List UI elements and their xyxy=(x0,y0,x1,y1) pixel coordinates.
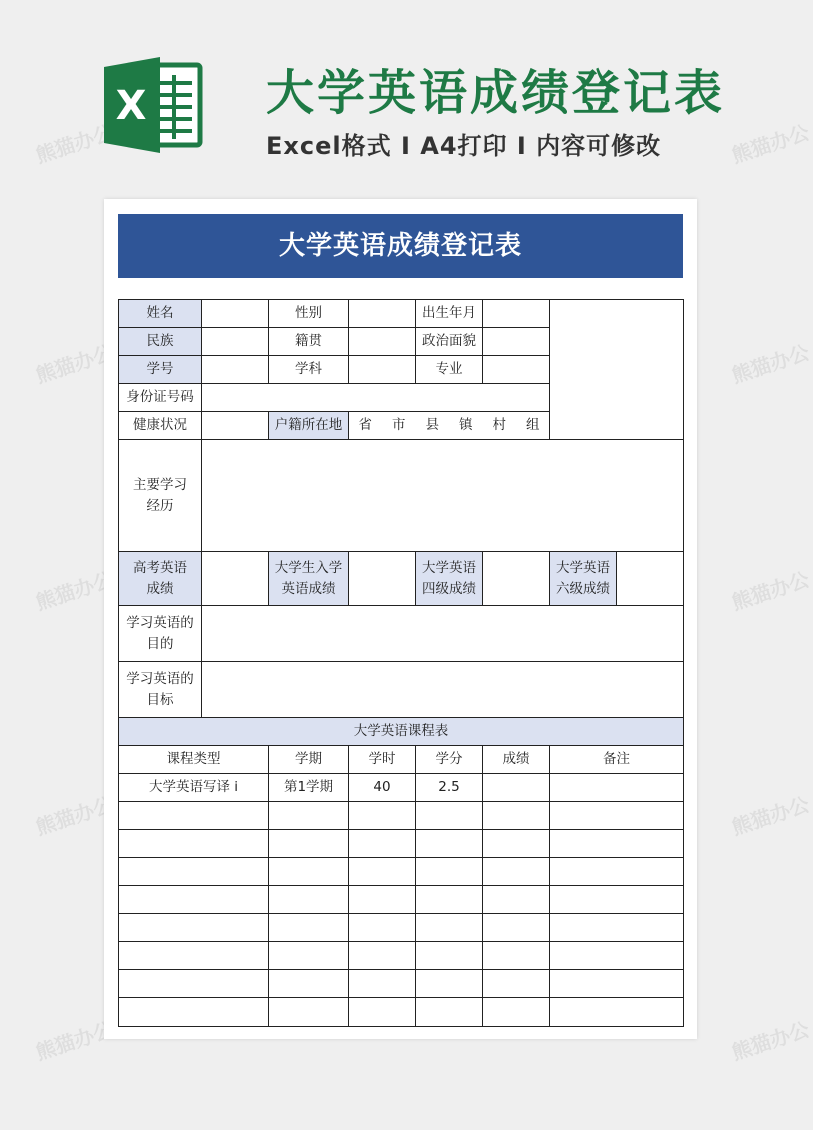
course-cell-hours[interactable] xyxy=(348,997,416,1027)
course-cell-term[interactable] xyxy=(268,885,349,914)
course-cell-credits[interactable] xyxy=(415,885,483,914)
course-cell-score[interactable] xyxy=(482,969,550,998)
course-cell-score[interactable] xyxy=(482,913,550,942)
col-header-remarks: 备注 xyxy=(549,745,684,774)
course-cell-term[interactable] xyxy=(268,829,349,858)
watermark: 熊猫办公 xyxy=(728,792,813,840)
ethnicity-label: 民族 xyxy=(118,327,202,356)
course-cell-course-type[interactable] xyxy=(118,969,269,998)
birth-field[interactable] xyxy=(482,299,550,328)
course-cell-course-type[interactable] xyxy=(118,997,269,1027)
health-label: 健康状况 xyxy=(118,411,202,440)
goal-label: 学习英语的目标 xyxy=(118,661,202,718)
name-label: 姓名 xyxy=(118,299,202,328)
gender-label: 性别 xyxy=(268,299,349,328)
hukou-word: 省 xyxy=(358,417,372,433)
course-cell-term[interactable] xyxy=(268,857,349,886)
course-cell-credits[interactable]: 2.5 xyxy=(415,773,483,802)
course-cell-score[interactable] xyxy=(482,773,550,802)
course-cell-hours[interactable] xyxy=(348,969,416,998)
course-cell-hours[interactable] xyxy=(348,829,416,858)
course-cell-term[interactable] xyxy=(268,801,349,830)
hero-subtitle: Excel格式 I A4打印 I 内容可修改 xyxy=(266,132,662,160)
course-cell-credits[interactable] xyxy=(415,801,483,830)
course-cell-course-type[interactable]: 大学英语写译 i xyxy=(118,773,269,802)
course-cell-term[interactable] xyxy=(268,941,349,970)
health-field[interactable] xyxy=(201,411,269,440)
gaokao-label: 高考英语成绩 xyxy=(118,551,202,606)
course-cell-hours[interactable] xyxy=(348,801,416,830)
native-place-label: 籍贯 xyxy=(268,327,349,356)
course-cell-hours[interactable] xyxy=(348,913,416,942)
entrance-label: 大学生入学英语成绩 xyxy=(268,551,349,606)
course-cell-score[interactable] xyxy=(482,941,550,970)
course-cell-remarks[interactable] xyxy=(549,913,684,942)
course-cell-course-type[interactable] xyxy=(118,885,269,914)
col-header-term: 学期 xyxy=(268,745,349,774)
course-cell-credits[interactable] xyxy=(415,829,483,858)
col-header-hours: 学时 xyxy=(348,745,416,774)
id-card-field[interactable] xyxy=(201,383,550,412)
cet6-label: 大学英语六级成绩 xyxy=(549,551,617,606)
course-cell-credits[interactable] xyxy=(415,941,483,970)
watermark: 熊猫办公 xyxy=(32,120,117,168)
course-cell-score[interactable] xyxy=(482,801,550,830)
course-cell-credits[interactable] xyxy=(415,997,483,1027)
course-cell-credits[interactable] xyxy=(415,969,483,998)
course-cell-remarks[interactable] xyxy=(549,885,684,914)
col-header-score: 成绩 xyxy=(482,745,550,774)
course-cell-credits[interactable] xyxy=(415,857,483,886)
photo-box[interactable] xyxy=(549,299,684,440)
course-cell-score[interactable] xyxy=(482,997,550,1027)
watermark: 熊猫办公 xyxy=(728,1017,813,1065)
course-cell-hours[interactable]: 40 xyxy=(348,773,416,802)
col-header-credits: 学分 xyxy=(415,745,483,774)
course-cell-score[interactable] xyxy=(482,885,550,914)
watermark: 熊猫办公 xyxy=(32,340,117,388)
goal-field[interactable] xyxy=(201,661,684,718)
watermark: 熊猫办公 xyxy=(32,567,117,615)
form-title-banner: 大学英语成绩登记表 xyxy=(118,214,683,278)
id-card-label: 身份证号码 xyxy=(118,383,202,412)
watermark: 熊猫办公 xyxy=(728,567,813,615)
course-cell-hours[interactable] xyxy=(348,941,416,970)
student-id-label: 学号 xyxy=(118,355,202,384)
watermark: 熊猫办公 xyxy=(32,1017,117,1065)
course-cell-remarks[interactable] xyxy=(549,857,684,886)
course-cell-remarks[interactable] xyxy=(549,801,684,830)
course-cell-term[interactable] xyxy=(268,997,349,1027)
gaokao-field[interactable] xyxy=(201,551,269,606)
cet4-field[interactable] xyxy=(482,551,550,606)
hukou-word: 县 xyxy=(425,417,439,433)
excel-logo-icon xyxy=(104,57,204,153)
course-cell-course-type[interactable] xyxy=(118,913,269,942)
major-label: 专业 xyxy=(415,355,483,384)
course-cell-remarks[interactable] xyxy=(549,969,684,998)
hukou-word: 镇 xyxy=(459,417,473,433)
hukou-field[interactable] xyxy=(348,411,550,440)
course-cell-remarks[interactable] xyxy=(549,997,684,1027)
subject-label: 学科 xyxy=(268,355,349,384)
hukou-word: 组 xyxy=(526,417,540,433)
course-cell-hours[interactable] xyxy=(348,885,416,914)
course-table-title: 大学英语课程表 xyxy=(118,717,684,746)
course-cell-term[interactable]: 第1学期 xyxy=(268,773,349,802)
watermark: 熊猫办公 xyxy=(728,120,813,168)
course-cell-course-type[interactable] xyxy=(118,829,269,858)
purpose-label: 学习英语的目的 xyxy=(118,605,202,662)
course-cell-course-type[interactable] xyxy=(118,941,269,970)
major-field[interactable] xyxy=(482,355,550,384)
birth-label: 出生年月 xyxy=(415,299,483,328)
subject-field[interactable] xyxy=(348,355,416,384)
hukou-word: 市 xyxy=(392,417,406,433)
course-cell-remarks[interactable] xyxy=(549,773,684,802)
study-history-label: 主要学习经历 xyxy=(118,439,202,552)
cet6-field[interactable] xyxy=(616,551,684,606)
native-place-field[interactable] xyxy=(348,327,416,356)
ethnicity-field[interactable] xyxy=(201,327,269,356)
hukou-label: 户籍所在地 xyxy=(268,411,349,440)
course-cell-course-type[interactable] xyxy=(118,801,269,830)
watermark: 熊猫办公 xyxy=(728,340,813,388)
course-cell-score[interactable] xyxy=(482,857,550,886)
svg-text:X: X xyxy=(115,83,147,129)
course-cell-remarks[interactable] xyxy=(549,829,684,858)
study-history-field[interactable] xyxy=(201,439,684,552)
hukou-word: 村 xyxy=(492,417,506,433)
name-field[interactable] xyxy=(201,299,269,328)
cet4-label: 大学英语四级成绩 xyxy=(415,551,483,606)
entrance-field[interactable] xyxy=(348,551,416,606)
political-label: 政治面貌 xyxy=(415,327,483,356)
course-cell-remarks[interactable] xyxy=(549,941,684,970)
student-id-field[interactable] xyxy=(201,355,269,384)
course-cell-course-type[interactable] xyxy=(118,857,269,886)
course-cell-term[interactable] xyxy=(268,913,349,942)
watermark: 熊猫办公 xyxy=(32,792,117,840)
purpose-field[interactable] xyxy=(201,605,684,662)
gender-field[interactable] xyxy=(348,299,416,328)
col-header-type: 课程类型 xyxy=(118,745,269,774)
course-cell-score[interactable] xyxy=(482,829,550,858)
course-cell-credits[interactable] xyxy=(415,913,483,942)
hero-title: 大学英语成绩登记表 xyxy=(266,65,726,121)
course-cell-hours[interactable] xyxy=(348,857,416,886)
course-cell-term[interactable] xyxy=(268,969,349,998)
political-field[interactable] xyxy=(482,327,550,356)
